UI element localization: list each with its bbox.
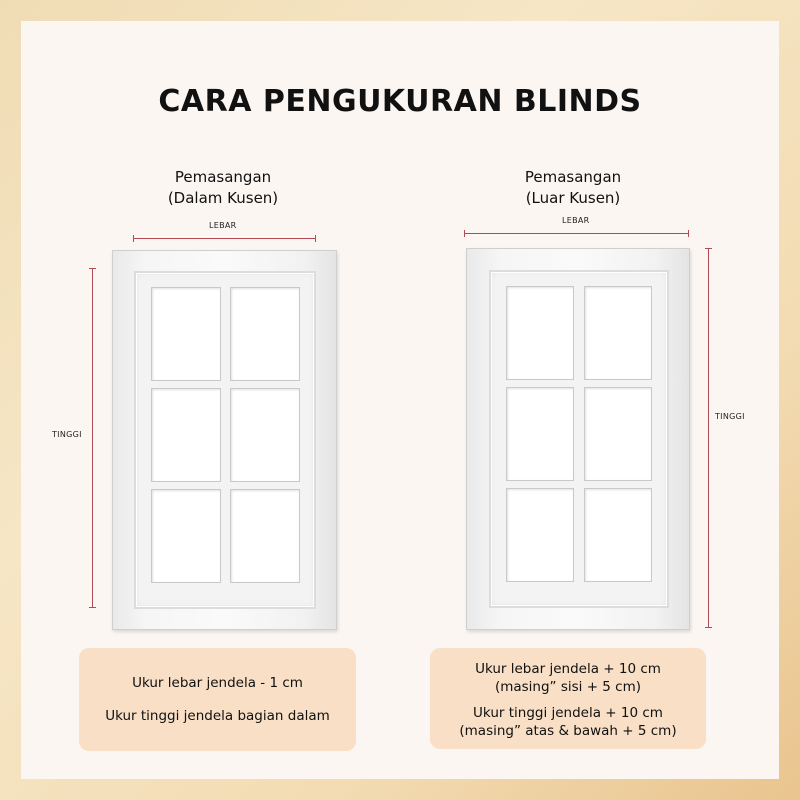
outside-note-height: Ukur tinggi jendela + 10 cm [473,705,663,721]
inside-heading-line2: (Dalam Kusen) [167,189,279,207]
window-pane [230,489,300,583]
outside-note-width: Ukur lebar jendela + 10 cm [475,661,661,677]
window-pane [151,388,221,482]
outside-window-sash [489,270,669,608]
outside-width-label: LEBAR [562,216,590,225]
window-pane [584,286,652,380]
window-pane [230,287,300,381]
outside-height-measure-line [708,248,709,628]
inside-height-measure-line [92,268,93,608]
window-pane [506,286,574,380]
window-pane [151,287,221,381]
outside-window-frame [466,248,690,630]
outside-height-label: TINGGI [715,412,745,421]
inside-instructions-box [79,648,356,751]
inside-note-width: Ukur lebar jendela - 1 cm [132,675,303,691]
outside-note-height-detail: (masing” atas & bawah + 5 cm) [459,723,677,739]
page-title: CARA PENGUKURAN BLINDS [158,84,642,119]
inside-heading [123,167,323,209]
window-pane [230,388,300,482]
outside-note-width-detail: (masing” sisi + 5 cm) [494,679,642,695]
outside-instructions-box [430,648,706,749]
window-pane [584,488,652,582]
outside-heading-line1: Pemasangan [524,168,622,186]
window-pane [506,488,574,582]
inside-heading-line1: Pemasangan [174,168,272,186]
inside-window-sash [134,271,316,609]
window-pane [506,387,574,481]
window-pane [584,387,652,481]
inside-note-height: Ukur tinggi jendela bagian dalam [105,708,330,724]
outside-heading [473,167,673,209]
inside-width-label: LEBAR [209,221,237,230]
outside-heading-line2: (Luar Kusen) [525,189,621,207]
inside-window-frame [112,250,337,630]
outside-width-measure-line [464,233,689,234]
inside-width-measure-line [133,238,316,239]
window-pane [151,489,221,583]
inside-height-label: TINGGI [52,430,82,439]
